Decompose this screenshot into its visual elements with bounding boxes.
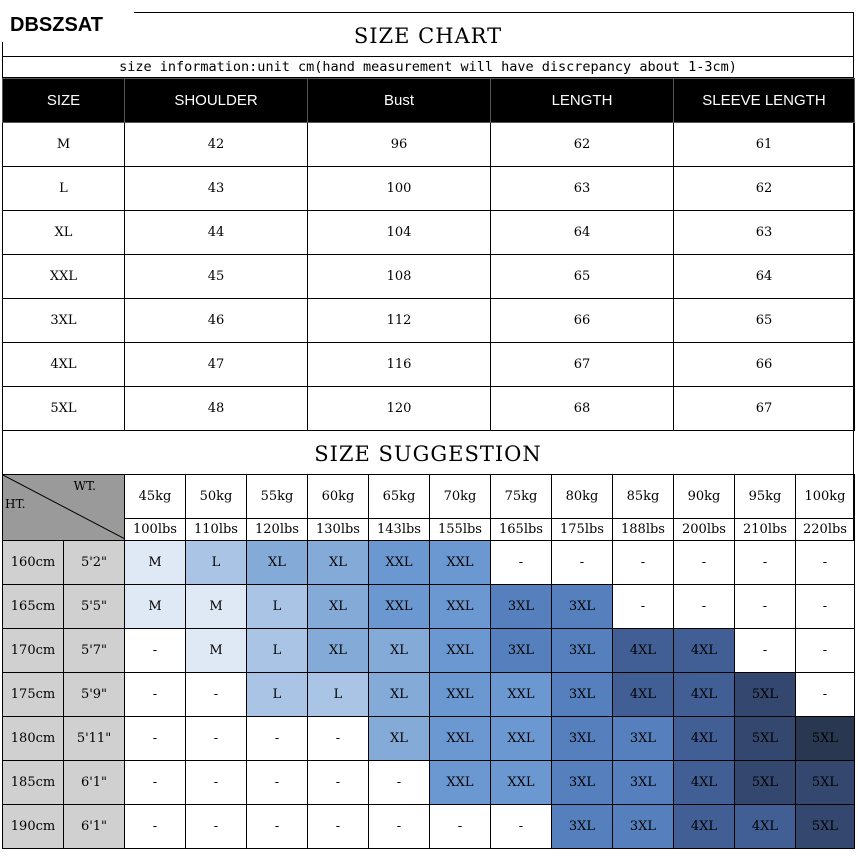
suggested-size-cell: XL	[369, 717, 430, 761]
suggested-size-cell: XXL	[369, 541, 430, 585]
cell-sleeve-length: 64	[674, 255, 855, 299]
suggested-size-cell: XL	[247, 541, 308, 585]
cell-size: M	[3, 123, 125, 167]
suggested-size-cell: XXL	[430, 629, 491, 673]
cell-length: 65	[491, 255, 674, 299]
suggested-size-cell: -	[796, 541, 855, 585]
weight-lbs-cell: 200lbs	[674, 519, 735, 541]
cell-bust: 112	[308, 299, 491, 343]
cell-bust: 120	[308, 387, 491, 431]
suggested-size-cell: -	[735, 541, 796, 585]
cell-bust: 104	[308, 211, 491, 255]
weight-kg-cell: 45kg	[125, 475, 186, 519]
suggested-size-cell: 3XL	[552, 717, 613, 761]
size-suggestion-table	[2, 474, 855, 849]
page-title: SIZE CHART	[353, 24, 503, 48]
weight-lbs-cell: 143lbs	[369, 519, 430, 541]
suggested-size-cell: L	[186, 541, 247, 585]
weight-kg-cell: 65kg	[369, 475, 430, 519]
weight-kg-row	[3, 475, 855, 519]
cell-sleeve-length: 67	[674, 387, 855, 431]
suggested-size-cell: XL	[308, 629, 369, 673]
cell-shoulder: 44	[125, 211, 308, 255]
suggested-size-cell: 4XL	[674, 761, 735, 805]
suggested-size-cell: 3XL	[552, 805, 613, 849]
weight-lbs-cell: 120lbs	[247, 519, 308, 541]
suggested-size-cell: -	[369, 761, 430, 805]
height-cm-cell: 185cm	[3, 761, 64, 805]
weight-kg-cell: 70kg	[430, 475, 491, 519]
table-row	[3, 299, 855, 343]
suggested-size-cell: XXL	[430, 541, 491, 585]
size-chart-header-row	[3, 79, 855, 123]
suggested-size-cell: -	[247, 805, 308, 849]
suggested-size-cell: 5XL	[735, 761, 796, 805]
cell-sleeve-length: 62	[674, 167, 855, 211]
cell-length: 66	[491, 299, 674, 343]
cell-size: XL	[3, 211, 125, 255]
weight-kg-cell: 60kg	[308, 475, 369, 519]
suggested-size-cell: -	[552, 541, 613, 585]
height-ft-cell: 5'5"	[64, 585, 125, 629]
suggested-size-cell: 5XL	[796, 717, 855, 761]
suggested-size-cell: 3XL	[613, 805, 674, 849]
suggested-size-cell: 4XL	[674, 717, 735, 761]
weight-kg-cell: 55kg	[247, 475, 308, 519]
suggested-size-cell: M	[125, 541, 186, 585]
suggested-size-cell: M	[186, 629, 247, 673]
cell-size: 3XL	[3, 299, 125, 343]
suggested-size-cell: -	[186, 673, 247, 717]
suggested-size-cell: -	[613, 585, 674, 629]
suggested-size-cell: XXL	[491, 673, 552, 717]
cell-shoulder: 47	[125, 343, 308, 387]
header-shoulder: SHOULDER	[125, 79, 308, 123]
header-length: LENGTH	[491, 79, 674, 123]
suggestion-row	[3, 761, 855, 805]
suggested-size-cell: XL	[369, 673, 430, 717]
height-cm-cell: 165cm	[3, 585, 64, 629]
suggested-size-cell: -	[125, 805, 186, 849]
suggested-size-cell: 5XL	[735, 717, 796, 761]
suggested-size-cell: XXL	[430, 717, 491, 761]
suggested-size-cell: 3XL	[552, 673, 613, 717]
suggested-size-cell: XXL	[430, 761, 491, 805]
suggested-size-cell: L	[247, 673, 308, 717]
suggested-size-cell: -	[613, 541, 674, 585]
weight-kg-cell: 50kg	[186, 475, 247, 519]
cell-length: 67	[491, 343, 674, 387]
suggested-size-cell: -	[735, 629, 796, 673]
suggested-size-cell: XXL	[430, 585, 491, 629]
suggested-size-cell: -	[796, 585, 855, 629]
cell-sleeve-length: 66	[674, 343, 855, 387]
cell-length: 68	[491, 387, 674, 431]
suggested-size-cell: -	[247, 717, 308, 761]
cell-size: 5XL	[3, 387, 125, 431]
measurement-note: size information:unit cm(hand measurement will have discrepancy about 1-3cm)	[2, 56, 854, 78]
cell-bust: 100	[308, 167, 491, 211]
size-chart-table	[2, 78, 855, 431]
table-row	[3, 343, 855, 387]
suggested-size-cell: -	[491, 805, 552, 849]
weight-lbs-row	[3, 519, 855, 541]
suggestion-row	[3, 629, 855, 673]
suggested-size-cell: -	[674, 541, 735, 585]
suggested-size-cell: XXL	[491, 717, 552, 761]
header-bust: Bust	[308, 79, 491, 123]
height-cm-cell: 190cm	[3, 805, 64, 849]
weight-lbs-cell: 210lbs	[735, 519, 796, 541]
table-row	[3, 123, 855, 167]
suggested-size-cell: 5XL	[796, 805, 855, 849]
height-ft-cell: 5'11"	[64, 717, 125, 761]
suggested-size-cell: 3XL	[552, 761, 613, 805]
suggested-size-cell: 3XL	[613, 761, 674, 805]
cell-shoulder: 42	[125, 123, 308, 167]
suggested-size-cell: 4XL	[674, 629, 735, 673]
suggested-size-cell: 4XL	[674, 805, 735, 849]
suggestion-row	[3, 585, 855, 629]
suggested-size-cell: 3XL	[491, 585, 552, 629]
suggested-size-cell: 4XL	[613, 673, 674, 717]
weight-kg-cell: 80kg	[552, 475, 613, 519]
suggested-size-cell: 4XL	[613, 629, 674, 673]
cell-length: 62	[491, 123, 674, 167]
table-row	[3, 211, 855, 255]
cell-shoulder: 45	[125, 255, 308, 299]
suggested-size-cell: -	[308, 761, 369, 805]
ht-label: HT.	[5, 497, 26, 511]
weight-lbs-cell: 220lbs	[796, 519, 855, 541]
table-row	[3, 387, 855, 431]
header-sleeve-length: SLEEVE LENGTH	[674, 79, 855, 123]
suggested-size-cell: XXL	[430, 673, 491, 717]
cell-sleeve-length: 65	[674, 299, 855, 343]
height-ft-cell: 5'9"	[64, 673, 125, 717]
suggestion-row	[3, 805, 855, 849]
suggested-size-cell: XXL	[491, 761, 552, 805]
suggested-size-cell: -	[308, 717, 369, 761]
suggested-size-cell: 3XL	[491, 629, 552, 673]
cell-bust: 116	[308, 343, 491, 387]
suggested-size-cell: -	[186, 805, 247, 849]
cell-size: XXL	[3, 255, 125, 299]
suggested-size-cell: -	[308, 805, 369, 849]
suggested-size-cell: 4XL	[735, 805, 796, 849]
cell-size: L	[3, 167, 125, 211]
weight-lbs-cell: 165lbs	[491, 519, 552, 541]
suggested-size-cell: -	[186, 761, 247, 805]
height-cm-cell: 170cm	[3, 629, 64, 673]
cell-length: 64	[491, 211, 674, 255]
height-ft-cell: 5'7"	[64, 629, 125, 673]
suggested-size-cell: XXL	[369, 585, 430, 629]
weight-kg-cell: 75kg	[491, 475, 552, 519]
weight-kg-cell: 90kg	[674, 475, 735, 519]
weight-lbs-cell: 130lbs	[308, 519, 369, 541]
brand-logo: DBSZSAT	[0, 8, 134, 42]
suggested-size-cell: -	[796, 629, 855, 673]
weight-lbs-cell: 100lbs	[125, 519, 186, 541]
suggested-size-cell: -	[674, 585, 735, 629]
suggested-size-cell: -	[125, 673, 186, 717]
cell-shoulder: 43	[125, 167, 308, 211]
suggested-size-cell: L	[247, 585, 308, 629]
suggested-size-cell: M	[125, 585, 186, 629]
size-suggestion-title: SIZE SUGGESTION	[2, 430, 854, 474]
cell-shoulder: 48	[125, 387, 308, 431]
suggested-size-cell: -	[125, 629, 186, 673]
suggestion-row	[3, 673, 855, 717]
weight-kg-cell: 95kg	[735, 475, 796, 519]
height-ft-cell: 6'1"	[64, 805, 125, 849]
cell-size: 4XL	[3, 343, 125, 387]
table-row	[3, 255, 855, 299]
cell-bust: 96	[308, 123, 491, 167]
suggested-size-cell: XL	[369, 629, 430, 673]
suggested-size-cell: 5XL	[796, 761, 855, 805]
suggested-size-cell: -	[491, 541, 552, 585]
weight-kg-cell: 100kg	[796, 475, 855, 519]
height-cm-cell: 175cm	[3, 673, 64, 717]
cell-shoulder: 46	[125, 299, 308, 343]
suggestion-row	[3, 717, 855, 761]
cell-bust: 108	[308, 255, 491, 299]
suggested-size-cell: -	[125, 717, 186, 761]
height-cm-cell: 180cm	[3, 717, 64, 761]
suggested-size-cell: -	[369, 805, 430, 849]
suggested-size-cell: 3XL	[552, 629, 613, 673]
weight-lbs-cell: 188lbs	[613, 519, 674, 541]
height-ft-cell: 6'1"	[64, 761, 125, 805]
weight-kg-cell: 85kg	[613, 475, 674, 519]
suggested-size-cell: L	[308, 673, 369, 717]
table-row	[3, 167, 855, 211]
suggestion-row	[3, 541, 855, 585]
suggested-size-cell: -	[186, 717, 247, 761]
suggested-size-cell: 3XL	[613, 717, 674, 761]
header-size: SIZE	[3, 79, 125, 123]
suggested-size-cell: -	[796, 673, 855, 717]
suggested-size-cell: 5XL	[735, 673, 796, 717]
suggested-size-cell: -	[735, 585, 796, 629]
height-cm-cell: 160cm	[3, 541, 64, 585]
wt-ht-corner	[3, 475, 125, 541]
cell-sleeve-length: 61	[674, 123, 855, 167]
wt-label: WT.	[73, 479, 96, 493]
weight-lbs-cell: 110lbs	[186, 519, 247, 541]
suggested-size-cell: M	[186, 585, 247, 629]
suggested-size-cell: 4XL	[674, 673, 735, 717]
weight-lbs-cell: 155lbs	[430, 519, 491, 541]
suggested-size-cell: L	[247, 629, 308, 673]
suggested-size-cell: XL	[308, 585, 369, 629]
cell-sleeve-length: 63	[674, 211, 855, 255]
suggested-size-cell: -	[430, 805, 491, 849]
height-ft-cell: 5'2"	[64, 541, 125, 585]
cell-length: 63	[491, 167, 674, 211]
suggested-size-cell: 3XL	[552, 585, 613, 629]
suggested-size-cell: -	[125, 761, 186, 805]
suggested-size-cell: XL	[308, 541, 369, 585]
weight-lbs-cell: 175lbs	[552, 519, 613, 541]
suggested-size-cell: -	[247, 761, 308, 805]
